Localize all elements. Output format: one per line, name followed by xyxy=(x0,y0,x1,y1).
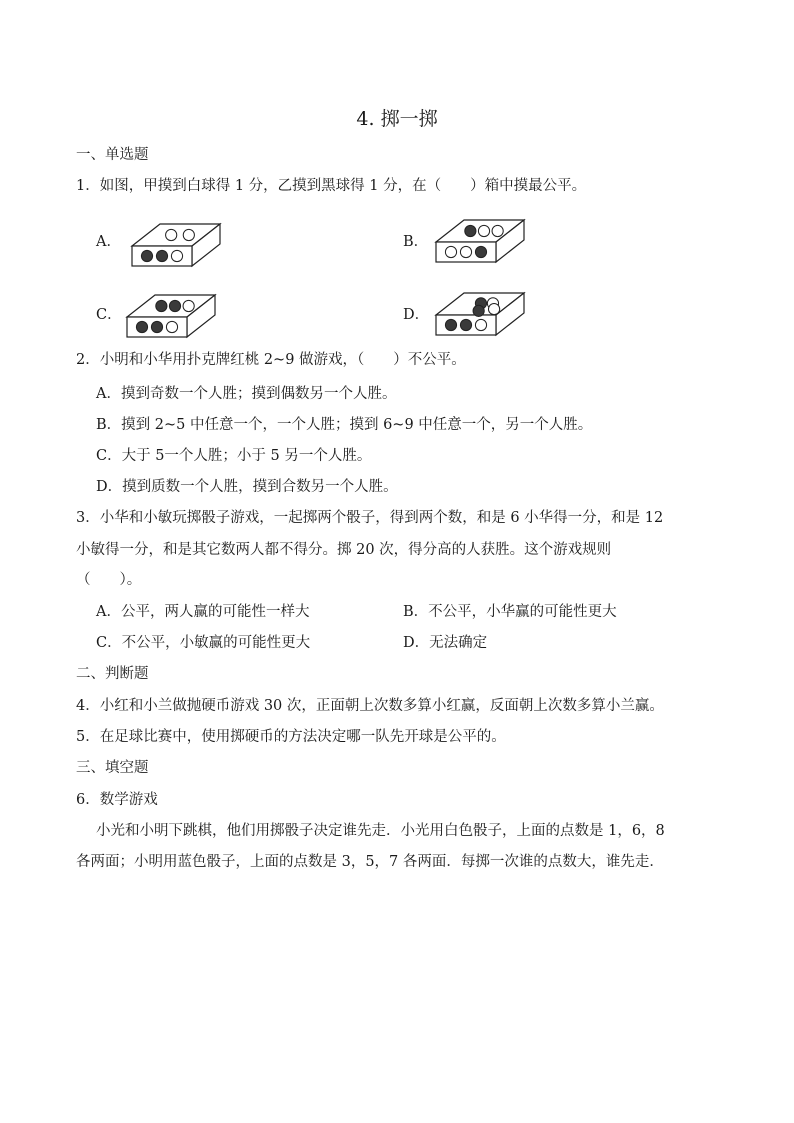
section-heading-fill-blank: 三、填空题 xyxy=(76,760,149,776)
q1-option-b-box-figure xyxy=(432,214,528,266)
q3-option-d: D．无法确定 xyxy=(403,635,488,651)
q3-option-b: B．不公平，小华赢的可能性更大 xyxy=(403,604,617,620)
black-ball xyxy=(465,225,476,236)
black-ball xyxy=(460,319,471,330)
black-ball xyxy=(473,305,484,316)
q3-option-c: C．不公平，小敏赢的可能性更大 xyxy=(96,635,311,651)
question-4: 4．小红和小兰做抛硬币游戏 30 次，正面朝上次数多算小红赢，反面朝上次数多算小兰赢。 xyxy=(76,698,664,714)
black-ball xyxy=(141,250,152,261)
question-1-stem: 1．如图，甲摸到白球得 1 分，乙摸到黑球得 1 分，在（ ）箱中摸最公平。 xyxy=(76,178,587,194)
white-ball xyxy=(171,250,182,261)
section-heading-single-choice: 一、单选题 xyxy=(76,147,149,163)
q1-option-c-box-figure xyxy=(123,289,219,341)
black-ball xyxy=(445,319,456,330)
white-ball xyxy=(166,229,177,240)
q1-option-d-box-figure xyxy=(432,287,528,339)
white-ball xyxy=(445,246,456,257)
question-2-stem: 2．小明和小华用扑克牌红桃 2~9 做游戏，（ ）不公平。 xyxy=(76,352,466,368)
q2-option-d: D．摸到质数一个人胜，摸到合数另一个人胜。 xyxy=(96,479,398,495)
q1-option-d-label: D． xyxy=(403,307,430,323)
q1-option-a-box-figure xyxy=(128,218,224,270)
white-ball xyxy=(475,319,486,330)
q1-option-a-label: A． xyxy=(96,234,121,250)
question-3-line-1: 3．小华和小敏玩掷骰子游戏，一起掷两个骰子，得到两个数，和是 6 小华得一分，和是 12 xyxy=(76,510,664,526)
black-ball xyxy=(169,300,180,311)
page-title: 4. 掷一掷 xyxy=(356,108,438,130)
black-ball xyxy=(156,250,167,261)
white-ball xyxy=(492,225,503,236)
q1-option-c-label: C． xyxy=(96,307,122,323)
q1-option-b-label: B． xyxy=(403,234,429,250)
q3-option-a: A．公平，两人赢的可能性一样大 xyxy=(96,604,310,620)
question-6-stem: 6．数学游戏 xyxy=(76,792,158,808)
black-ball xyxy=(151,321,162,332)
white-ball xyxy=(166,321,177,332)
question-3-line-2: 小敏得一分，和是其它数两人都不得分。掷 20 次，得分高的人获胜。这个游戏规则 xyxy=(76,542,612,558)
white-ball xyxy=(183,229,194,240)
section-heading-true-false: 二、判断题 xyxy=(76,666,149,682)
black-ball xyxy=(136,321,147,332)
white-ball xyxy=(488,303,499,314)
q2-option-a: A．摸到奇数一个人胜；摸到偶数另一个人胜。 xyxy=(96,386,397,402)
q2-option-c: C．大于 5一个人胜；小于 5 另一个人胜。 xyxy=(96,448,372,464)
black-ball xyxy=(156,300,167,311)
question-5: 5．在足球比赛中，使用掷硬币的方法决定哪一队先开球是公平的。 xyxy=(76,729,506,745)
q2-option-b: B．摸到 2~5 中任意一个，一个人胜；摸到 6~9 中任意一个，另一个人胜。 xyxy=(96,417,593,433)
question-6-paragraph-line-2: 各两面；小明用蓝色骰子，上面的点数是 3，5，7 各两面．每掷一次谁的点数大，谁先走． xyxy=(76,854,664,870)
white-ball xyxy=(460,246,471,257)
question-3-line-3: （ ）。 xyxy=(76,572,142,588)
white-ball xyxy=(478,225,489,236)
white-ball xyxy=(183,300,194,311)
question-6-paragraph-line-1: 小光和小明下跳棋，他们用掷骰子决定谁先走．小光用白色骰子，上面的点数是 1，6，8 xyxy=(96,823,665,839)
black-ball xyxy=(475,246,486,257)
